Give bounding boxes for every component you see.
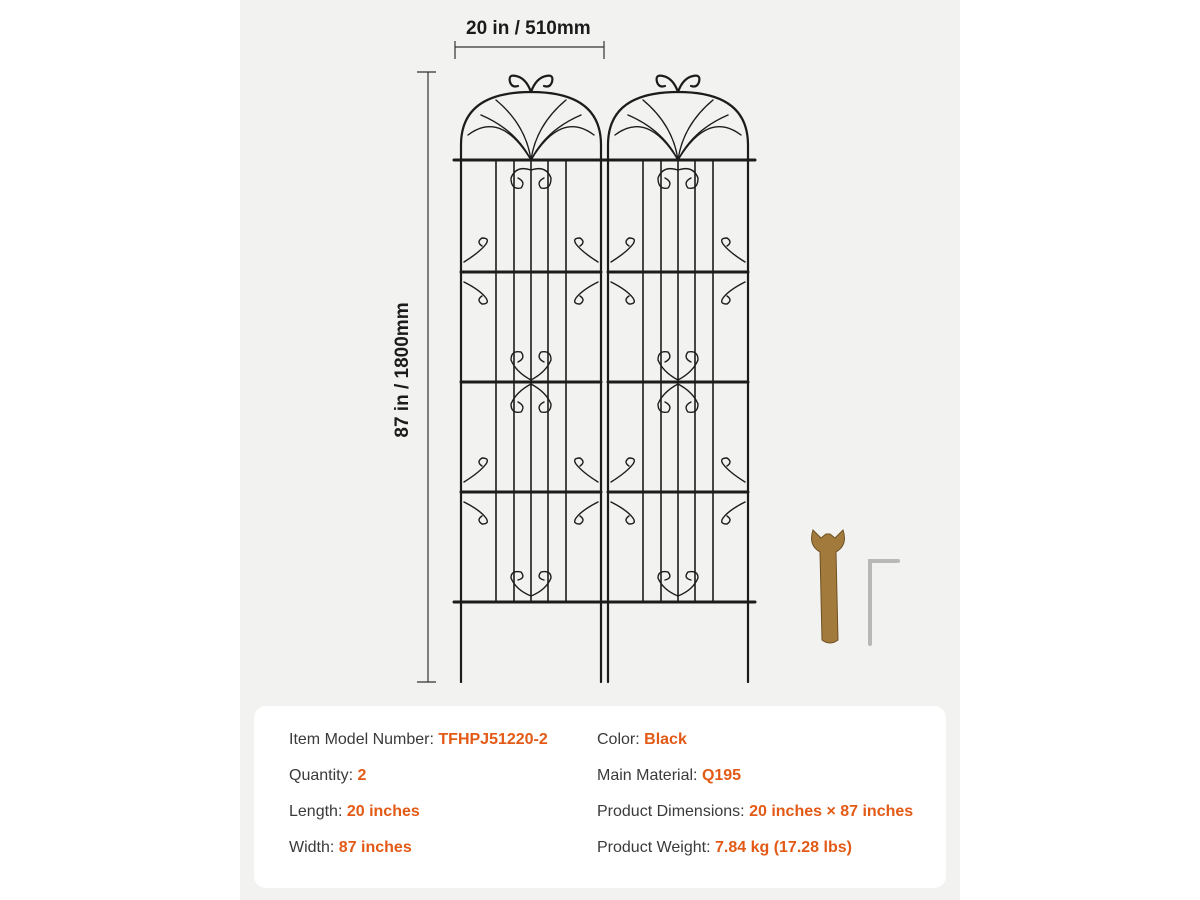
spec-length: [289, 803, 420, 821]
spec-dimensions-value: 20 inches × 87 inches: [749, 803, 914, 820]
spec-dimensions-label: Product Dimensions:: [597, 803, 745, 820]
height-dimension-line: [417, 72, 436, 682]
spec-quantity-label: Quantity:: [289, 767, 354, 784]
spec-color-label: Color:: [597, 731, 640, 748]
wrench-icon: [812, 530, 845, 643]
height-dimension-label: 87 in / 1800mm: [392, 302, 413, 438]
spec-material-label: Main Material:: [597, 767, 698, 784]
width-dimension-line: [455, 41, 604, 59]
spec-color: [597, 731, 687, 749]
spec-length-value: 20 inches: [346, 803, 420, 820]
spec-width-value: 87 inches: [338, 839, 412, 856]
spec-material-value: Q195: [701, 767, 742, 784]
spec-material: [597, 767, 741, 785]
spec-quantity-value: 2: [357, 767, 367, 784]
trellis-panel-left: [454, 76, 608, 682]
spec-model-value: TFHPJ51220-2: [438, 731, 548, 748]
spec-weight-value: 7.84 kg (17.28 lbs): [715, 839, 852, 856]
width-dimension-label: 20 in / 510mm: [466, 18, 591, 39]
spec-model-label: Item Model Number:: [289, 731, 434, 748]
spec-quantity: [289, 767, 366, 785]
spec-weight-label: Product Weight:: [597, 839, 711, 856]
spec-width-label: Width:: [289, 839, 335, 856]
trellis-panel-right: [601, 76, 755, 682]
spec-model: [289, 731, 548, 749]
spec-width: [289, 839, 412, 857]
spec-color-value: Black: [644, 731, 687, 748]
spec-length-label: Length:: [289, 803, 343, 820]
spec-weight: [597, 839, 852, 857]
hex-key-icon: [870, 561, 898, 644]
spec-dimensions: [597, 803, 913, 821]
